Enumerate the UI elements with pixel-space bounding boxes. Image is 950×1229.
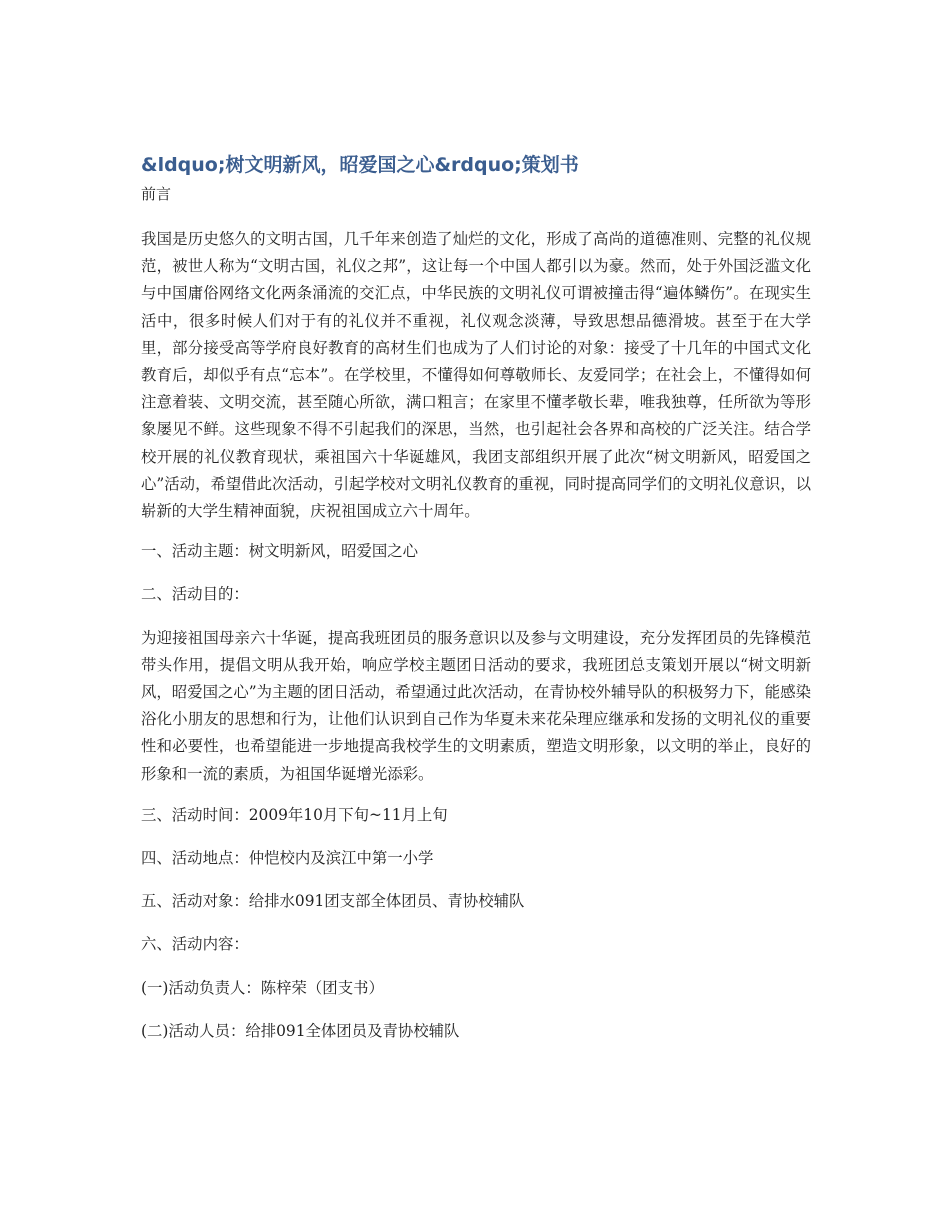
document-title: &ldquo;树文明新风，昭爱国之心&rdquo;策划书: [141, 154, 579, 176]
activity-time: 三、活动时间：2009年10月下旬~11月上旬: [141, 805, 448, 824]
preface-heading: 前言: [141, 185, 172, 203]
activity-theme: 一、活动主题：树文明新风，昭爱国之心: [141, 542, 419, 561]
activity-participants: (二)活动人员：给排091全体团员及青协校辅队: [141, 1021, 460, 1040]
content-heading: 六、活动内容：: [141, 935, 249, 954]
purpose-paragraph: 为迎接祖国母亲六十华诞，提高我班团员的服务意识以及参与文明建设，充分发挥团员的先锋模范带头作用，提倡文明从我开始，响应学校主题团日活动的要求，我班团总支策划开展以“树文明新风，昭爱国之心”为主题的团日活动，希望通过此次活动，在青协校外辅导队的积极努力下，能感染浴化小朋友的思想和行为，让他们认识到自己作为华夏未来花朵理应继承和发扬的文明礼仪的重要性和必要性，也希望能进一步地提高我校学生的文明素质，塑造文明形象，以文明的举止，良好的形象和一流的素质，为祖国华诞增光添彩。: [141, 628, 811, 783]
activity-audience: 五、活动对象：给排水091团支部全体团员、青协校辅队: [141, 892, 525, 911]
preface-paragraph: 我国是历史悠久的文明古国，几千年来创造了灿烂的文化，形成了高尚的道德准则、完整的礼仪规范，被世人称为“文明古国，礼仪之邦”，这让每一个中国人都引以为豪。然而，处于外国泛滥文化与中国庸俗网络文化两条涌流的交汇点，中华民族的文明礼仪可谓被撞击得“遍体鳞伤”。在现实生活中，很多时候人们对于有的礼仪并不重视，礼仪观念淡薄，导致思想品德滑坡。甚至于在大学里，部分接受高等学府良好教育的高材生们也成为了人们讨论的对象：接受了十几年的中国式文化教育后，却似乎有点“忘本”。在学校里，不懂得如何尊敬师长、友爱同学；在社会上，不懂得如何注意着装、文明交流，甚至随心所欲，满口粗言；在家里不懂孝敬长辈，唯我独尊，任所欲为等形象屡见不鲜。这些现象不得不引起我们的深思，当然，也引起社会各界和高校的广泛关注。结合学校开展的礼仪教育现状，乘祖国六十华诞雄风，我团支部组织开展了此次“树文明新风，昭爱国之心”活动，希望借此次活动，引起学校对文明礼仪教育的重视，同时提高同学们的文明礼仪意识，以崭新的大学生精神面貌，庆祝祖国成立六十周年。: [141, 230, 811, 521]
activity-location: 四、活动地点：仲恺校内及滨江中第一小学: [141, 849, 434, 868]
purpose-heading: 二、活动目的：: [141, 585, 249, 604]
activity-responsible: (一)活动负责人：陈梓荣（团支书）: [141, 978, 384, 997]
document-page: [141, 148, 811, 1061]
